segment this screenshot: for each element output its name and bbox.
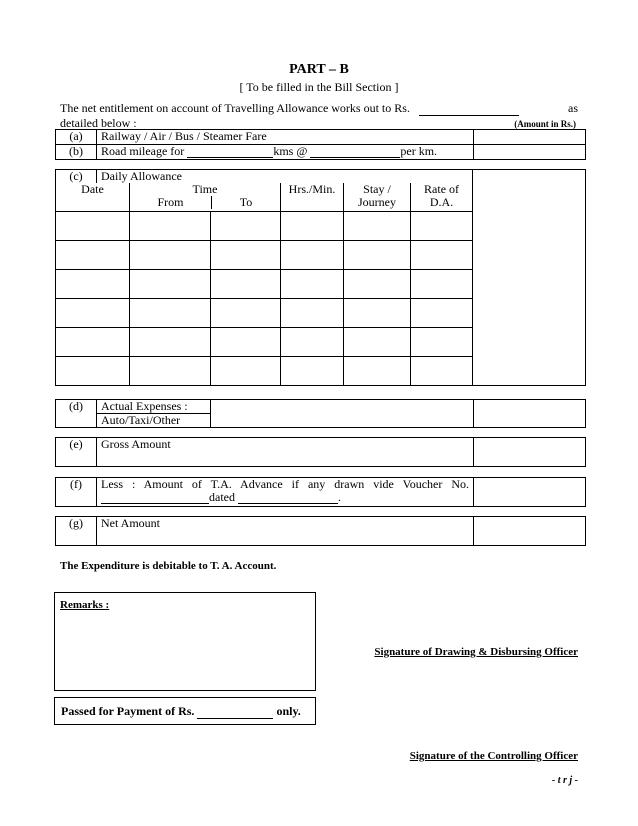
item-b-label-pre: Road mileage for: [101, 144, 185, 158]
da-time-subheaders: [130, 196, 280, 209]
da-cell-stay[interactable]: [344, 327, 411, 356]
da-cell-date[interactable]: [56, 327, 130, 356]
advance-table: [55, 477, 586, 507]
da-cell-rate[interactable]: [411, 327, 473, 356]
item-f-code: (f): [56, 478, 97, 507]
passed-post: only.: [276, 704, 301, 718]
da-cell-to[interactable]: [211, 240, 281, 269]
item-b-label-mid: kms @: [273, 144, 308, 158]
rate-per-km-blank[interactable]: [310, 157, 400, 158]
da-to-label: To: [239, 195, 253, 209]
item-b-code: (b): [56, 145, 97, 160]
item-d-label2: Auto/Taxi/Other: [97, 414, 211, 428]
remarks-box[interactable]: [54, 592, 316, 691]
item-f-line1: Less : Amount of T.A. Advance if any drawn vide Voucher No.: [101, 477, 469, 491]
item-g-amount[interactable]: [474, 517, 586, 546]
road-mileage-kms-blank[interactable]: [187, 157, 273, 158]
da-cell-hrs[interactable]: [281, 269, 344, 298]
da-from-label: From: [130, 196, 212, 209]
controlling-officer-signature: Signature of the Controlling Officer: [409, 750, 578, 762]
da-cell-rate[interactable]: [411, 240, 473, 269]
passed-payment-text: [61, 704, 301, 719]
item-b-amount[interactable]: [474, 145, 586, 160]
da-date-label: Date: [81, 183, 104, 196]
intro-end: as: [568, 101, 578, 115]
da-cell-stay[interactable]: [344, 356, 411, 385]
da-cell-rate[interactable]: [411, 211, 473, 240]
da-header-rate: [411, 183, 473, 211]
passed-amount-blank[interactable]: [197, 718, 273, 719]
passed-payment-box: [54, 697, 316, 725]
amount-label: (Amount in Rs.): [514, 119, 576, 129]
da-cell-date[interactable]: [56, 240, 130, 269]
daily-allowance-table: [55, 169, 586, 386]
da-cell-from[interactable]: [130, 240, 211, 269]
voucher-date-blank[interactable]: [238, 503, 338, 504]
item-g-label: Net Amount: [97, 517, 474, 546]
da-cell-from[interactable]: [130, 327, 211, 356]
page-title: PART – B: [289, 62, 349, 77]
passed-pre: Passed for Payment of Rs.: [61, 704, 195, 718]
ddo-signature: Signature of Drawing & Disbursing Officer: [374, 646, 578, 658]
fare-table: [55, 129, 586, 160]
da-cell-rate[interactable]: [411, 269, 473, 298]
da-cell-to[interactable]: [211, 211, 281, 240]
da-cell-from[interactable]: [130, 356, 211, 385]
gross-amount-table: [55, 437, 586, 467]
da-cell-hrs[interactable]: [281, 327, 344, 356]
da-stay-label2: Journey: [358, 195, 396, 209]
da-cell-date[interactable]: [56, 211, 130, 240]
item-a-code: (a): [56, 130, 97, 145]
da-cell-to[interactable]: [211, 356, 281, 385]
da-header-hrs: [281, 183, 344, 211]
da-cell-date[interactable]: [56, 356, 130, 385]
da-cell-rate[interactable]: [411, 298, 473, 327]
item-b-label-post: per km.: [400, 144, 438, 158]
da-rate-label1: Rate of: [424, 183, 460, 196]
da-cell-stay[interactable]: [344, 298, 411, 327]
intro-line2: detailed below :: [60, 116, 137, 130]
da-cell-date[interactable]: [56, 269, 130, 298]
intro-line: [60, 101, 578, 116]
da-cell-stay[interactable]: [344, 240, 411, 269]
item-e-label: Gross Amount: [97, 438, 474, 467]
item-f-line2: [101, 491, 469, 504]
da-time-label: Time: [192, 183, 218, 196]
actual-expenses-table: [55, 399, 586, 428]
da-header-stay: [344, 183, 411, 211]
da-cell-to[interactable]: [211, 327, 281, 356]
da-header-date: [56, 183, 130, 211]
item-a-label: Railway / Air / Bus / Steamer Fare: [97, 130, 474, 145]
item-e-amount[interactable]: [474, 438, 586, 467]
da-cell-hrs[interactable]: [281, 356, 344, 385]
item-f-dot: .: [338, 490, 341, 504]
da-hrs-label: Hrs./Min.: [288, 183, 336, 196]
da-cell-hrs[interactable]: [281, 240, 344, 269]
item-d-label1: Actual Expenses :: [97, 400, 211, 414]
da-cell-from[interactable]: [130, 269, 211, 298]
entitlement-amount-blank[interactable]: [419, 115, 519, 116]
item-d-code: (d): [56, 400, 97, 428]
item-e-code: (e): [56, 438, 97, 467]
voucher-no-blank[interactable]: [101, 503, 209, 504]
da-cell-from[interactable]: [130, 298, 211, 327]
footer-initials: - t r j -: [551, 775, 578, 786]
net-amount-table: [55, 516, 586, 546]
da-cell-to[interactable]: [211, 298, 281, 327]
item-a-amount[interactable]: [474, 130, 586, 145]
item-c-label: Daily Allowance: [97, 170, 473, 184]
da-cell-stay[interactable]: [344, 269, 411, 298]
da-cell-hrs[interactable]: [281, 211, 344, 240]
item-c-amount[interactable]: [473, 170, 586, 386]
item-d-amount[interactable]: [474, 400, 586, 428]
intro-text: The net entitlement on account of Travelling Allowance works out to Rs.: [60, 101, 410, 115]
item-d-detail[interactable]: [211, 400, 474, 428]
expenditure-note: The Expenditure is debitable to T. A. Account.: [60, 560, 277, 572]
item-f-dated: dated: [209, 490, 235, 504]
item-g-code: (g): [56, 517, 97, 546]
da-header-time: [130, 183, 281, 211]
remarks-label: Remarks :: [60, 599, 110, 611]
item-c-code: (c): [56, 170, 97, 184]
da-cell-from[interactable]: [130, 211, 211, 240]
item-f-label: [97, 478, 474, 507]
item-f-amount[interactable]: [474, 478, 586, 507]
page-subtitle: [ To be filled in the Bill Section ]: [239, 80, 399, 94]
da-rate-label2: D.A.: [429, 195, 454, 209]
da-cell-to[interactable]: [211, 269, 281, 298]
da-cell-stay[interactable]: [344, 211, 411, 240]
da-stay-label1: Stay /: [363, 183, 391, 196]
da-cell-hrs[interactable]: [281, 298, 344, 327]
da-cell-date[interactable]: [56, 298, 130, 327]
item-b-label: [97, 145, 474, 160]
da-cell-rate[interactable]: [411, 356, 473, 385]
